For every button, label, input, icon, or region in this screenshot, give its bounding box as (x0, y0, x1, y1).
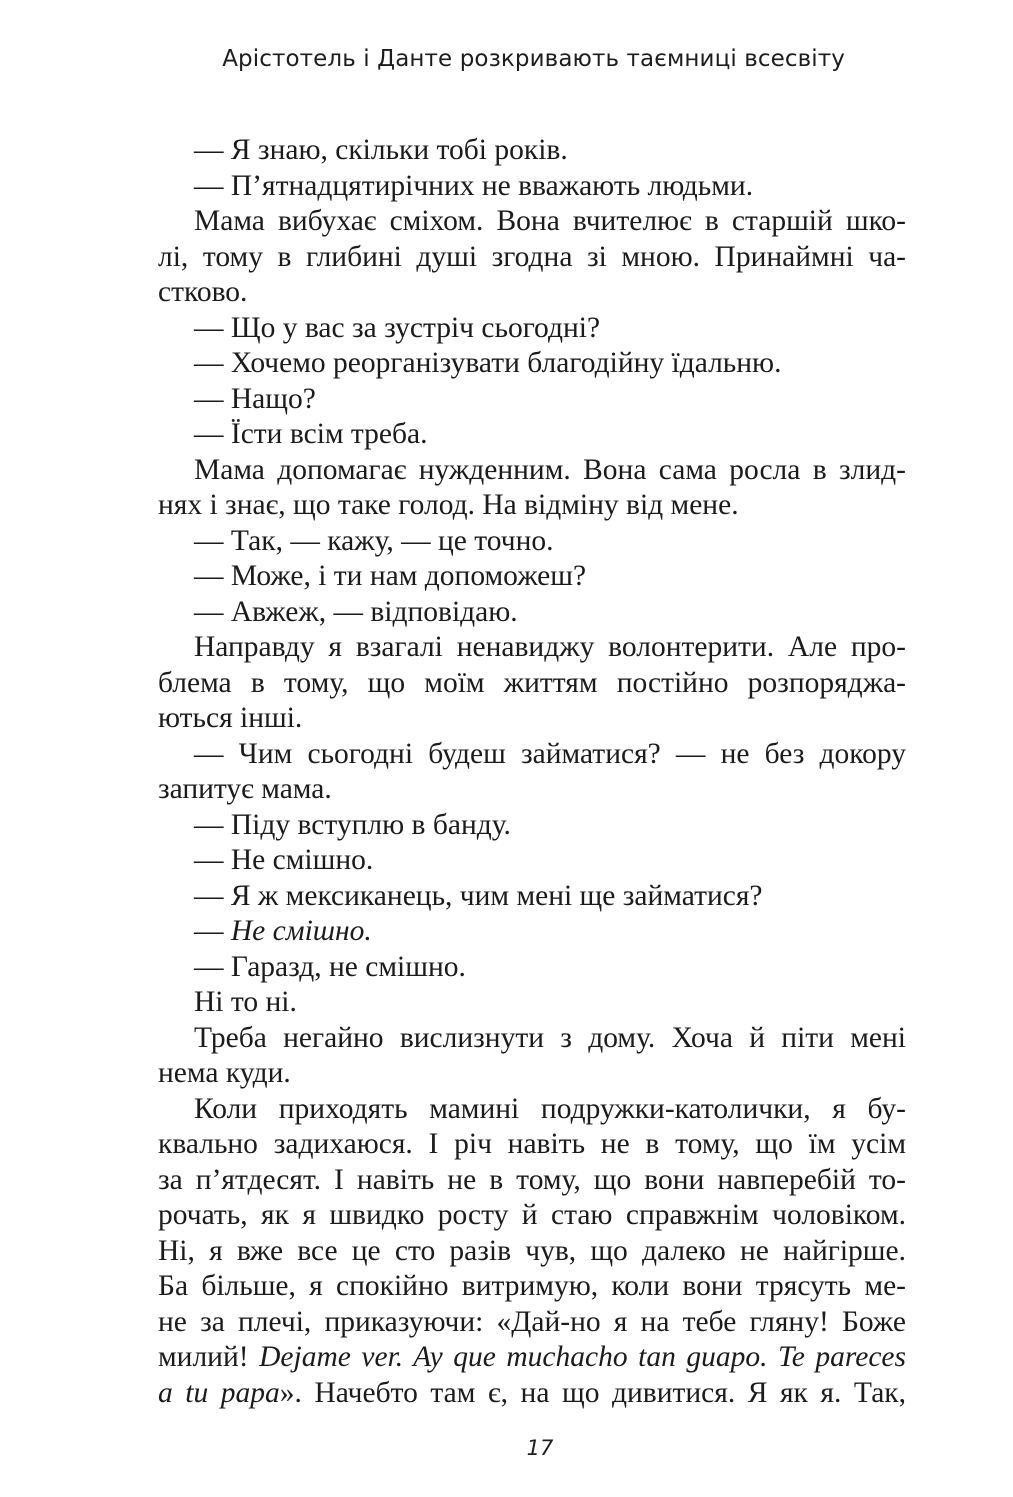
line-text: — Їсти всім треба. (194, 418, 428, 450)
line-text: за п’ятдесят. І навіть не в тому, що вони навперебій то- (158, 1163, 906, 1196)
text-line (158, 879, 906, 915)
text-line (158, 346, 906, 382)
line-text: милий! (158, 1341, 260, 1373)
text-line (158, 204, 906, 240)
line-text: — Хочемо реорганізувати благодійну їдальню. (194, 347, 782, 379)
text-line (158, 311, 906, 347)
line-text: — Я ж мексиканець, чим мені ще займатися? (194, 879, 763, 912)
text-line (158, 382, 906, 418)
line-text: лі, тому в глибині душі згодна зі мною. Принаймні ча- (158, 240, 906, 273)
text-line (158, 595, 906, 631)
line-text: — Може, і ти нам допоможеш? (194, 560, 587, 592)
line-text: Ні то ні. (194, 986, 297, 1018)
line-text: Мама вибухає сміхом. Вона вчителює в старшій шко- (194, 205, 906, 237)
text-line (158, 985, 906, 1021)
italic-text: Не смішно. (230, 915, 372, 947)
line-text: — Так, — кажу, — це точно. (194, 524, 554, 557)
line-text: — Я знаю, скільки тобі років. (194, 134, 568, 166)
text-line (158, 133, 906, 169)
italic-text: a tu papa (158, 1376, 280, 1409)
line-text: ». Начебто там є, на що дивитися. Я як я. Так, (279, 1376, 907, 1409)
line-text: ються інші. (158, 702, 303, 734)
text-line (158, 808, 906, 844)
text-line (158, 1056, 906, 1092)
line-text: — П’ятнадцятирічних не вважають людьми. (194, 169, 754, 202)
line-text: Треба негайно вислизнути з дому. Хоча й піти мені (194, 1021, 906, 1054)
text-line (158, 950, 906, 986)
text-line (158, 914, 906, 950)
text-line (158, 772, 906, 808)
text-line (158, 1092, 906, 1128)
text-line (158, 843, 906, 879)
line-text: нях і знає, що таке голод. На відміну від мене. (158, 489, 739, 521)
line-text: — Піду вступлю в банду. (194, 808, 511, 841)
text-line (158, 1269, 906, 1305)
text-line (158, 240, 906, 276)
line-text: Ні, я вже все це сто разів чув, що далеко не найгірше. (158, 1234, 906, 1267)
page-number: 17 (526, 1436, 554, 1460)
line-text: Коли приходять мамині подружки-католички, я бу- (194, 1092, 906, 1125)
body-text (158, 133, 906, 1411)
line-text: стково. (158, 276, 248, 308)
line-text: — Не смішно. (194, 844, 374, 876)
text-line (158, 737, 906, 773)
text-line (158, 169, 906, 205)
text-line (158, 1127, 906, 1163)
text-line (158, 524, 906, 560)
text-line (158, 275, 906, 311)
line-text: рочать, як я швидко росту й стаю справжнім чоловіком. (158, 1199, 906, 1231)
text-line (158, 559, 906, 595)
line-text: — Гаразд, не смішно. (194, 950, 466, 983)
text-line (158, 1234, 906, 1270)
running-header: Арістотель і Данте розкривають таємниці всесвіту (222, 46, 845, 72)
italic-text: Dejame ver. Ay que muchacho tan guapo. Te pareces (259, 1341, 907, 1373)
line-text: Направду я взагалі ненавиджу волонтерити. Але про- (194, 631, 906, 663)
text-line (158, 453, 906, 489)
line-text: блема в тому, що моїм життям постійно розпоряджа- (158, 666, 906, 699)
line-text: не за плечі, приказуючи: «Дай-но я на тебе гляну! Боже (158, 1305, 906, 1338)
text-line (158, 488, 906, 524)
text-line (158, 701, 906, 737)
line-text: Ба більше, я спокійно витримую, коли вони трясуть ме- (158, 1270, 906, 1302)
text-line (158, 630, 906, 666)
text-line (158, 1376, 906, 1412)
line-text: — Чим сьогодні будеш займатися? — не без докору (194, 737, 906, 770)
line-text: — Нащо? (194, 382, 316, 415)
line-text: запитує мама. (158, 773, 332, 805)
text-line (158, 1021, 906, 1057)
line-text: нема куди. (158, 1057, 291, 1089)
line-text: — (194, 915, 231, 947)
text-line (158, 1340, 906, 1376)
text-line (158, 1163, 906, 1199)
line-text: квально задихаюся. І річ навіть не в тому, що їм усім (158, 1128, 906, 1160)
text-line (158, 1305, 906, 1341)
text-line (158, 666, 906, 702)
text-line (158, 1198, 906, 1234)
line-text: — Авжеж, — відповідаю. (194, 595, 518, 628)
line-text: — Що у вас за зустріч сьогодні? (194, 311, 601, 344)
line-text: Мама допомагає нужденним. Вона сама росла в злид- (194, 453, 906, 486)
text-line (158, 417, 906, 453)
